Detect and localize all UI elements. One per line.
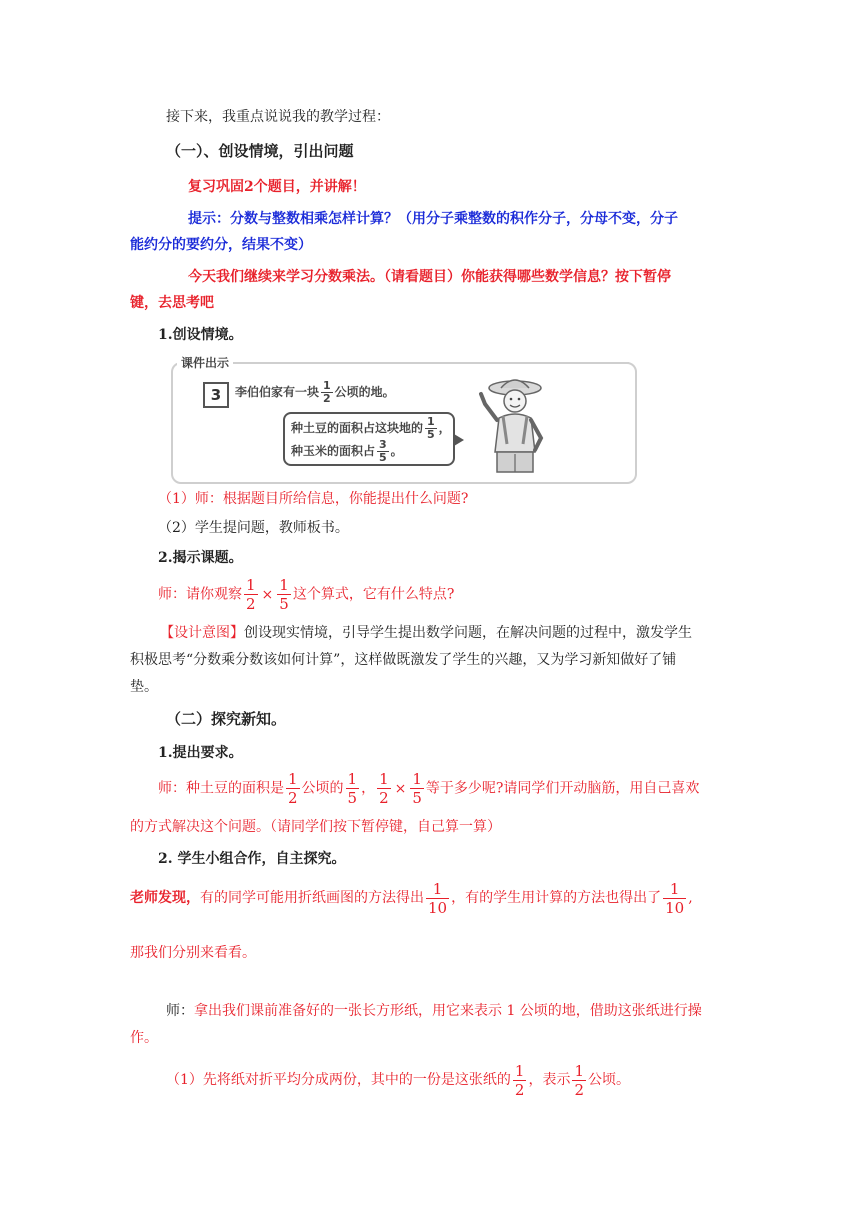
fraction-1-2: $\frac{1}{2}$ [514,1061,525,1099]
speech-bubble [283,412,455,466]
times-sign: × [261,586,274,603]
fold-tag: 师： [166,1003,194,1019]
design-line-2: 积极思考“分数乘分数该如何计算”，这样做既激发了学生的兴趣，又为学习新知做好了铺 [130,652,677,668]
fraction-1-5: $\frac{1}{5}$ [412,770,422,807]
found-tag: 老师发现， [130,890,200,906]
hint-line-2: 能约分的要约分，结果不变） [130,237,312,253]
design-line-3: 垫。 [130,679,158,695]
bubble-line2: 种玉米的面积占 $\frac{3}{5}$ 。 [291,438,403,464]
step3-heading: 1.提出要求。 [158,745,243,761]
intro-text: 接下来，我重点说说我的教学过程： [166,109,390,125]
question-1: （1）师：根据题目所给信息，你能提出什么问题? [158,491,469,507]
requirement-line-2: 的方式解决这个问题。（请同学们按下暂停键，自己算一算） [130,819,501,835]
design-line-1: 【设计意图】创设现实情境，引导学生提出数学问题，在解决问题的过程中，激发学生 [160,625,692,641]
fraction-1-2: $\frac{1}{2}$ [288,770,298,807]
requirement-line-1: 师：种土豆的面积是 $\frac{1}{2}$ 公顷的 $\frac{1}{5}$ ， $\frac{1}{2}$ × $\frac{1}{5}$ 等于多少呢?请同学们开动脑筋，用自己喜欢 [158,770,700,807]
farmer-illustration-icon [473,374,553,478]
fraction-1-2: $\frac{1}{2}$ [379,770,389,807]
bubble-tail [454,434,464,446]
step1-heading: 1.创设情境。 [158,327,243,343]
fraction-1-10: $\frac{1}{10}$ [665,879,685,917]
fraction-1-5: $\frac{1}{5}$ [279,576,289,613]
today-line-1: 今天我们继续来学习分数乘法。（请看题目）你能获得哪些数学信息？按下暂停 [188,269,671,285]
bubble-fraction-3-5: $\frac{3}{5}$ [379,438,387,464]
question-2: （2）学生提问题，教师板书。 [158,520,349,536]
hint-line-1: 提示：分数与整数相乘怎样计算？（用分子乘整数的积作分子，分母不变，分子 [188,211,678,227]
figure-fraction-half: $\frac{1}{2}$ [323,379,331,405]
section2-title: （二）探究新知。 [166,710,287,728]
fraction-1-2: $\frac{1}{2}$ [574,1061,584,1099]
figure-line1 [235,380,395,405]
courseware-figure [171,356,637,484]
figure-line1-post: 公顷的地。 [334,385,395,399]
found-line-1: 老师发现，有的同学可能用折纸画图的方法得出 $\frac{1}{10}$ ，有的学生用计算的方法也得出了 $\frac{1}{10}$ , [130,879,693,917]
step2-heading: 2.揭示课题。 [158,550,243,566]
review-text: 复习巩固2个题目，并讲解！ [188,179,366,195]
figure-line1-pre: 李伯伯家有一块 [235,385,320,399]
design-tag: 【设计意图】 [160,625,244,641]
figure-dotted-border [249,362,629,364]
bubble-fraction-1-5: $\frac{1}{5}$ [427,415,435,441]
bubble-line1: 种土豆的面积占这块地的 $\frac{1}{5}$ ， [291,415,451,441]
times-sign: × [394,780,407,797]
fraction-1-2: $\frac{1}{2}$ [246,576,256,613]
fold-line-2: 作。 [130,1030,158,1046]
today-line-2: 键，去思考吧 [130,295,214,311]
fold-step-1: （1）先将纸对折平均分成两份，其中的一份是这张纸的 $\frac{1}{2}$ ，表示 $\frac{1}{2}$ 公顷。 [166,1061,630,1099]
fold-line-1: 师：拿出我们课前准备好的一张长方形纸，用它来表示 1 公顷的地，借助这张纸进行操 [166,1003,702,1019]
step4-heading: 2. 学生小组合作，自主探究。 [158,851,346,867]
found-line-2: 那我们分别来看看。 [130,945,256,961]
fraction-1-10: $\frac{1}{10}$ [428,879,448,917]
fraction-1-5: $\frac{1}{5}$ [347,770,358,807]
observe-line: 师：请你观察 $\frac{1}{2}$ × $\frac{1}{5}$ 这个算式，它有什么特点? [158,576,455,613]
courseware-tag: 课件出示 [177,354,233,371]
section1-title: （一）、创设情境，引出问题 [166,142,354,160]
problem-number-box: 3 [203,382,229,408]
